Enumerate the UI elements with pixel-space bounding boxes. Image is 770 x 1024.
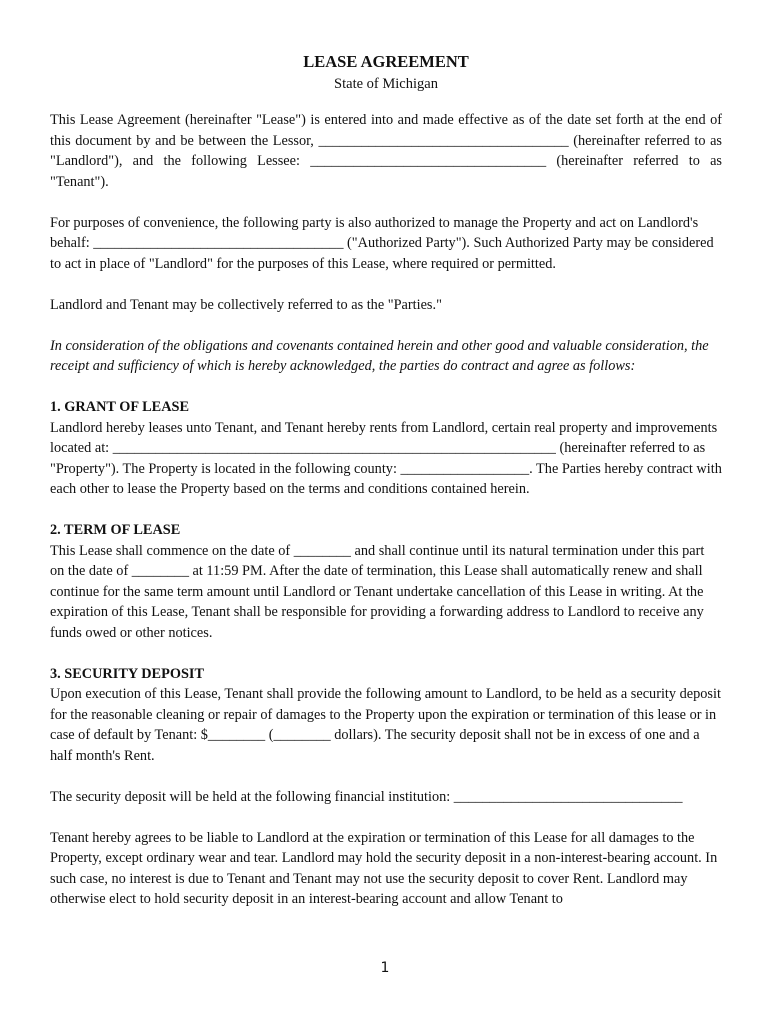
section-term-of-lease [50,520,722,643]
intro-paragraph: This Lease Agreement (hereinafter "Lease") is entered into and made effective as of the date set forth at the end of this document by and be between the Lessor, ___________________________________ (hereinafter referred to as "Landlord"), and the following Lessee: _________________________________ (hereinafter referred to as "Tenant"). [50,112,722,190]
document-subtitle: State of Michigan [334,76,438,92]
parties-paragraph: Landlord and Tenant may be collectively referred to as the "Parties." [50,296,442,313]
consideration-paragraph: In consideration of the obligations and covenants contained herein and other good and valuable consideration, the receipt and sufficiency of which is hereby acknowledged, the parties do contract and agree as follows: [50,337,709,374]
section-heading: 3. SECURITY DEPOSIT [50,665,204,682]
section-heading: 2. TERM OF LEASE [50,522,181,538]
authorized-party-paragraph: For purposes of convenience, the following party is also authorized to manage the Property and act on Landlord's behalf: ___________________________________ ("Authorized Party"). Such Authorized Party may be considered to act in place of "Landlord" for the purposes of this Lease, where required or permitted. [50,214,714,272]
page-number: 1 [380,960,390,976]
section-paragraph: Tenant hereby agrees to be liable to Landlord at the expiration or termination of this Lease for all damages to the Property, except ordinary wear and tear. Landlord may hold the security deposit in a non-interest-bearing account. In such case, no interest is due to Tenant and Tenant may not use the security deposit to cover Rent. Landlord may otherwise elect to hold security deposit in an interest-bearing account and allow Tenant to [50,829,718,907]
section-paragraph: Upon execution of this Lease, Tenant shall provide the following amount to Landlord, to be held as a security deposit for the reasonable cleaning or repair of damages to the Property upon the expiration or termination of this lease or in case of default by Tenant: $________ (________ dollars). The security deposit shall not be in excess of one and a half month's Rent. [50,686,721,764]
section-heading: 1. GRANT OF LEASE [50,399,190,415]
document-title: LEASE AGREEMENT [303,52,469,71]
document-page [50,50,722,910]
section-security-deposit [50,664,722,910]
section-paragraph: This Lease shall commence on the date of ________ and shall continue until its natural termination under this part on the date of ________ at 11:59 PM. After the date of termination, this Lease shall automatically renew and shall continue for the same term amount until Landlord or Tenant undertake cancellation of this Lease in writing. At the expiration of this Lease, Tenant shall be responsible for providing a forwarding address to Landlord to receive any funds owed or other notices. [50,542,705,641]
section-paragraph: Landlord hereby leases unto Tenant, and Tenant hereby rents from Landlord, certain real property and improvements located at: ______________________________________________________________ (hereinafter referred to as "Property"). The Property is located in the following county: __________________. The Parties hereby contract with each other to lease the Property based on the terms and conditions contained herein. [50,419,722,497]
section-grant-of-lease [50,397,722,500]
section-paragraph: The security deposit will be held at the following financial institution: ________________________________ [50,788,683,805]
